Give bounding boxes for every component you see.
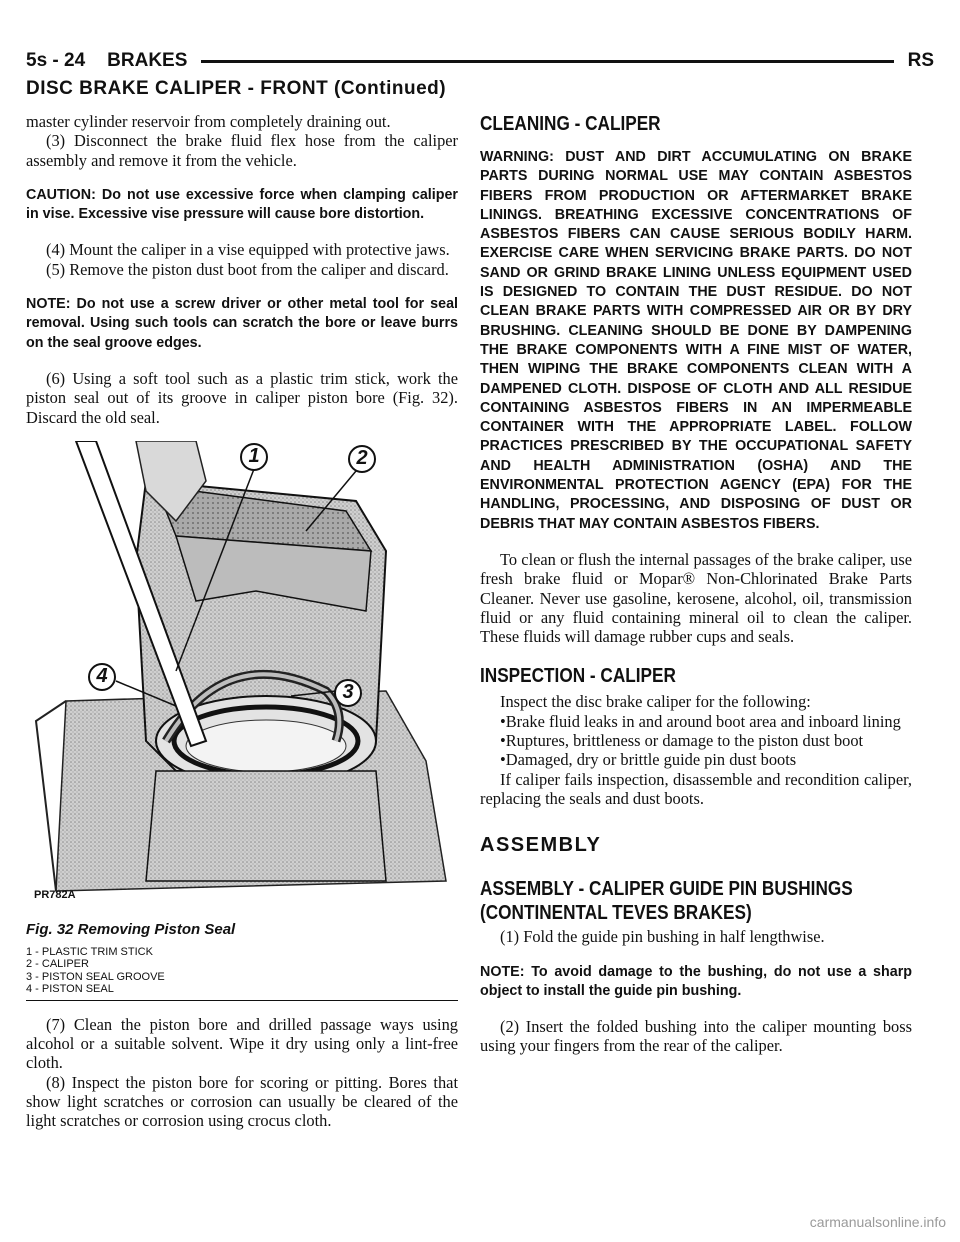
inspection-intro: Inspect the disc brake caliper for the following: <box>500 692 811 712</box>
step-8: (8) Inspect the piston bore for scoring or pitting. Bores that show light scratches or corrosion can usually be cleared of the light scratches or corrosion using crocus cloth. <box>26 1072 458 1131</box>
figure-id: PR782A <box>34 888 76 901</box>
section-name: BRAKES <box>107 50 188 71</box>
step-5: (5) Remove the piston dust boot from the caliper and discard. <box>46 259 449 279</box>
continued-title: DISC BRAKE CALIPER - FRONT (Continued) <box>26 78 447 99</box>
warning-asbestos: WARNING: DUST AND DIRT ACCUMULATING ON BRAKE PARTS DURING NORMAL USE MAY CONTAIN ASBESTOS FIBERS FROM PRODUCTION OR AFTERMARKET BRAKE LININGS. BREATHING EXCESSIVE CONCENTRATIONS OF ASBESTOS FIBERS CAN CAUSE SERIOUS BODILY HARM. EXERCISE CARE WHEN SERVICING BRAKE PARTS. DO NOT SAND OR GRIND BRAKE LINING UNLESS EQUIPMENT USED IS DESIGNED TO CONTAIN THE DUST RESIDUE. DO NOT CLEAN BRAKE PARTS WITH COMPRESSED AIR OR BY DRY BRUSHING. CLEANING SHOULD BE DONE BY DAMPENING THE BRAKE COMPONENTS WITH A FINE MIST OF WATER, THEN WIPING THE BRAKE COMPONENTS CLEAN WITH A DAMPENED CLOTH. DISPOSE OF CLOTH AND ALL RESIDUE CONTAINING ASBESTOS FIBERS IN AN IMPERMEABLE CONTAINER WITH THE APPROPRIATE LABEL. FOLLOW PRACTICES PRESCRIBED BY THE OCCUPATIONAL SAFETY AND HEALTH ADMINISTRATION (OSHA) AND THE ENVIRONMENTAL PROTECTION AGENCY (EPA) FOR THE HANDLING, PROCESSING, AND DISPOSING OF DUST OR DEBRIS THAT MAY CONTAIN ASBESTOS FIBERS. <box>480 149 912 532</box>
model-code: RS <box>907 50 934 71</box>
step-6: (6) Using a soft tool such as a plastic trim stick, work the piston seal out of its groove in caliper piston bore (Fig. 32). Discard the old seal. <box>26 368 458 427</box>
heading-guide-pin-sub: (CONTINENTAL TEVES BRAKES) <box>480 902 752 925</box>
heading-assembly: ASSEMBLY <box>480 834 602 857</box>
cleaning-paragraph: To clean or flush the internal passages of the brake caliper, use fresh brake fluid or Mopar® Non-Chlorinated Brake Parts Cleaner. Never use gasoline, kerosene, alcohol, oil, transmission fluid or any fluid containing mineral oil to clean the caliper. These fluids will damage rubber cups and seals. <box>480 549 912 647</box>
assembly-step-1: (1) Fold the guide pin bushing in half lengthwise. <box>500 927 825 947</box>
paragraph: master cylinder reservoir from completely draining out. <box>26 112 391 131</box>
callout-1: 1 <box>248 445 260 468</box>
note-bushing: NOTE: To avoid damage to the bushing, do not use a sharp object to install the guide pin bushing. <box>480 963 912 999</box>
header-rule <box>201 60 893 63</box>
figure-legend <box>26 946 458 1001</box>
legend-item: 3 - PISTON SEAL GROOVE <box>26 970 165 983</box>
caution-note: CAUTION: Do not use excessive force when clamping caliper in vise. Excessive vise pressure will cause bore distortion. <box>26 186 458 223</box>
note-seal-removal: NOTE: Do not use a screw driver or other metal tool for seal removal. Using such tools can scratch the bore or leave burrs on the seal groove edges. <box>26 296 458 351</box>
legend-item: 2 - CALIPER <box>26 958 89 971</box>
step-4: (4) Mount the caliper in a vise equipped with protective jaws. <box>46 240 450 260</box>
bullet-item: •Damaged, dry or brittle guide pin dust boots <box>500 750 797 770</box>
assembly-step-2: (2) Insert the folded bushing into the caliper mounting boss using your fingers from the rear of the caliper. <box>480 1017 912 1056</box>
legend-item: 1 - PLASTIC TRIM STICK <box>26 945 153 958</box>
step-3: (3) Disconnect the brake fluid flex hose from the caliper assembly and remove it from the vehicle. <box>26 131 458 170</box>
step-7: (7) Clean the piston bore and drilled passage ways using alcohol or a suitable solvent. Wipe it dry using only a lint-free cloth. <box>26 1014 458 1073</box>
legend-item: 4 - PISTON SEAL <box>26 983 114 996</box>
callout-3: 3 <box>342 681 354 704</box>
page-number: 5s - 24 <box>26 50 86 71</box>
heading-cleaning: CLEANING - CALIPER <box>480 113 661 135</box>
figure-32 <box>26 441 458 911</box>
inspection-end: If caliper fails inspection, disassemble and recondition caliper, replacing the seals and dust boots. <box>480 769 912 808</box>
page-header <box>26 46 934 76</box>
heading-inspection: INSPECTION - CALIPER <box>480 665 676 688</box>
callout-2: 2 <box>356 447 368 470</box>
right-column <box>480 112 912 1056</box>
figure-caption: Fig. 32 Removing Piston Seal <box>26 920 236 938</box>
left-column <box>26 112 458 1131</box>
bullet-item: •Ruptures, brittleness or damage to the piston dust boot <box>500 731 864 751</box>
callout-4: 4 <box>96 665 108 688</box>
watermark: carmanualsonline.info <box>809 1214 946 1230</box>
bullet-item: •Brake fluid leaks in and around boot area and inboard lining <box>500 711 901 731</box>
heading-guide-pin: ASSEMBLY - CALIPER GUIDE PIN BUSHINGS <box>480 878 853 901</box>
